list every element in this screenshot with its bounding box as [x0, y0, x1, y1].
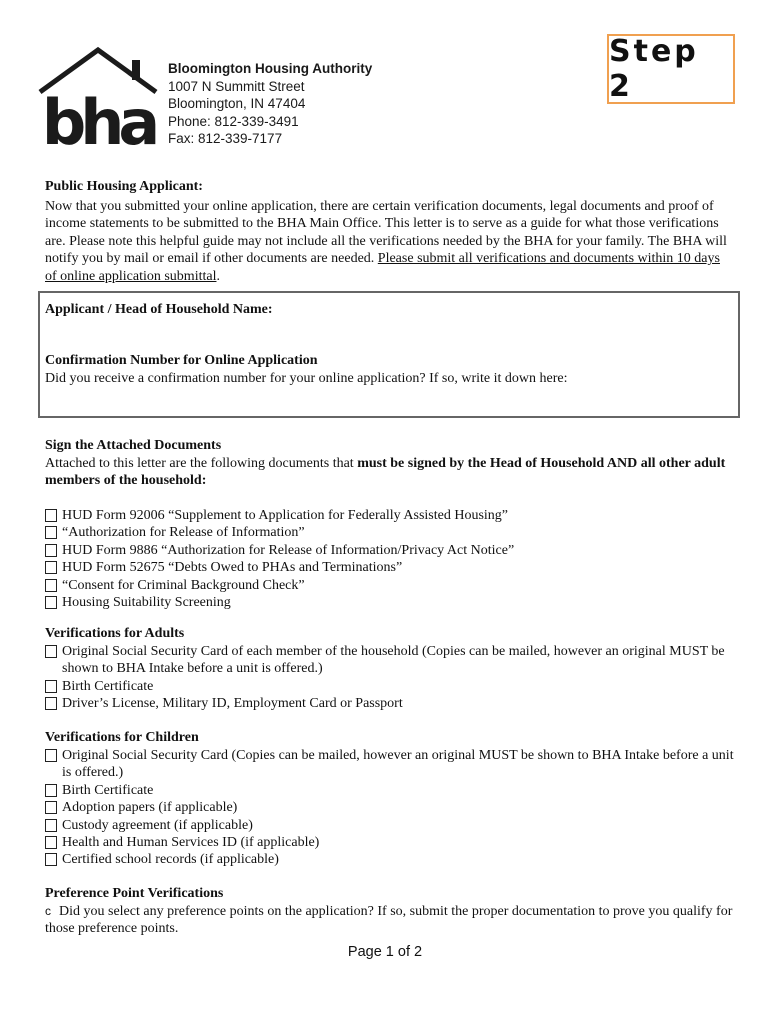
- list-item-text: Driver’s License, Military ID, Employment Card or Passport: [62, 696, 403, 712]
- list-item-text: Health and Human Services ID (if applicable): [62, 835, 320, 851]
- children-heading: Verifications for Children: [45, 730, 199, 745]
- intro-heading: Public Housing Applicant:: [45, 179, 203, 194]
- list-item-text: Custody agreement (if applicable): [62, 817, 253, 833]
- checkbox[interactable]: [45, 819, 57, 832]
- checkbox[interactable]: [45, 509, 57, 522]
- confirmation-question: Did you receive a confirmation number for your online application? If so, write it down here:: [45, 371, 568, 386]
- preference-text: [45, 903, 735, 938]
- list-item: [45, 542, 735, 559]
- list-item-text: Original Social Security Card of each member of the household (Copies can be mailed, however an original MUST be shown to BHA Intake before a unit is offered.): [62, 644, 725, 677]
- intro-paragraph: [45, 198, 730, 285]
- list-item-text: Birth Certificate: [62, 782, 154, 798]
- checkbox[interactable]: [45, 749, 57, 762]
- organization-info: [168, 60, 372, 148]
- list-item-text: HUD Form 9886 “Authorization for Release of Information/Privacy Act Notice”: [62, 542, 515, 558]
- checkbox[interactable]: [45, 801, 57, 814]
- checkbox[interactable]: [45, 526, 57, 539]
- organization-city: Bloomington, IN 47404: [168, 96, 306, 112]
- adults-heading: Verifications for Adults: [45, 626, 185, 641]
- list-item-text: “Consent for Criminal Background Check”: [62, 577, 305, 593]
- checkbox[interactable]: [45, 561, 57, 574]
- preference-heading: Preference Point Verifications: [45, 886, 224, 901]
- list-item: [45, 524, 735, 541]
- list-item: [45, 643, 735, 678]
- checkbox[interactable]: [45, 579, 57, 592]
- list-item: [45, 695, 735, 712]
- list-item-text: “Authorization for Release of Information”: [62, 525, 305, 541]
- organization-fax: Fax: 812-339-7177: [168, 131, 283, 147]
- list-item-text: HUD Form 52675 “Debts Owed to PHAs and Terminations”: [62, 560, 403, 576]
- intro-text: Now that you submitted your online application, there are certain verification documents, legal documents and proof of income statements to be submitted to the BHA Main Office. This letter is to serve as a guide for what those verifications are. Please note this helpful guide may not include all the verifications needed by the BHA for your family. The BHA will notify you by mail or email if other documents are needed.: [45, 199, 727, 267]
- list-item: [45, 507, 735, 524]
- page-number: Page 1 of 2: [347, 944, 423, 960]
- preference-question: Did you select any preference points on the application? If so, submit the proper documentation to prove you qualify for those preference points.: [45, 904, 733, 937]
- applicant-name-label: Applicant / Head of Household Name:: [45, 302, 273, 317]
- preference-checkbox[interactable]: c: [45, 904, 51, 918]
- list-item-text: Birth Certificate: [62, 678, 154, 694]
- logo-text: bha: [41, 86, 155, 159]
- intro-deadline: Please submit all verifications and documents within 10 days of online application submittal: [45, 251, 720, 284]
- checkbox[interactable]: [45, 645, 57, 658]
- checkbox[interactable]: [45, 784, 57, 797]
- list-item: [45, 577, 735, 594]
- organization-address: 1007 N Summitt Street: [168, 78, 305, 94]
- children-verification-list: [45, 747, 735, 869]
- organization-name: Bloomington Housing Authority: [168, 61, 373, 76]
- checkbox[interactable]: [45, 697, 57, 710]
- list-item-text: Certified school records (if applicable): [62, 852, 279, 868]
- list-item: [45, 559, 735, 576]
- list-item: [45, 817, 735, 834]
- checkbox[interactable]: [45, 596, 57, 609]
- step-badge: [607, 34, 735, 104]
- checkbox[interactable]: [45, 853, 57, 866]
- list-item: [45, 834, 735, 851]
- bha-logo: [36, 46, 160, 159]
- organization-phone: Phone: 812-339-3491: [168, 113, 299, 129]
- confirmation-heading: Confirmation Number for Online Application: [45, 353, 318, 368]
- list-item-text: HUD Form 92006 “Supplement to Application for Federally Assisted Housing”: [62, 508, 509, 523]
- sign-intro: [45, 455, 730, 490]
- step-label: Step 2: [609, 34, 699, 104]
- list-item: [45, 799, 735, 816]
- sign-documents-list: [45, 507, 735, 611]
- list-item: [45, 747, 735, 782]
- checkbox[interactable]: [45, 544, 57, 557]
- list-item: [45, 594, 735, 611]
- intro-end: .: [216, 268, 220, 284]
- checkbox[interactable]: [45, 836, 57, 849]
- checkbox[interactable]: [45, 680, 57, 693]
- list-item: [45, 851, 735, 868]
- list-item: [45, 678, 735, 695]
- sign-intro-text: Attached to this letter are the following documents that: [45, 456, 358, 471]
- sign-heading: Sign the Attached Documents: [45, 438, 222, 453]
- sign-intro-emphasis: must be signed by the Head of Household AND all other adult members of the household:: [45, 456, 726, 489]
- list-item-text: Original Social Security Card (Copies can be mailed, however an original MUST be shown to BHA Intake before a unit is offered.): [62, 748, 734, 781]
- list-item-text: Adoption papers (if applicable): [62, 800, 238, 816]
- adults-verification-list: [45, 643, 735, 713]
- list-item-text: Housing Suitability Screening: [62, 595, 231, 611]
- list-item: [45, 782, 735, 799]
